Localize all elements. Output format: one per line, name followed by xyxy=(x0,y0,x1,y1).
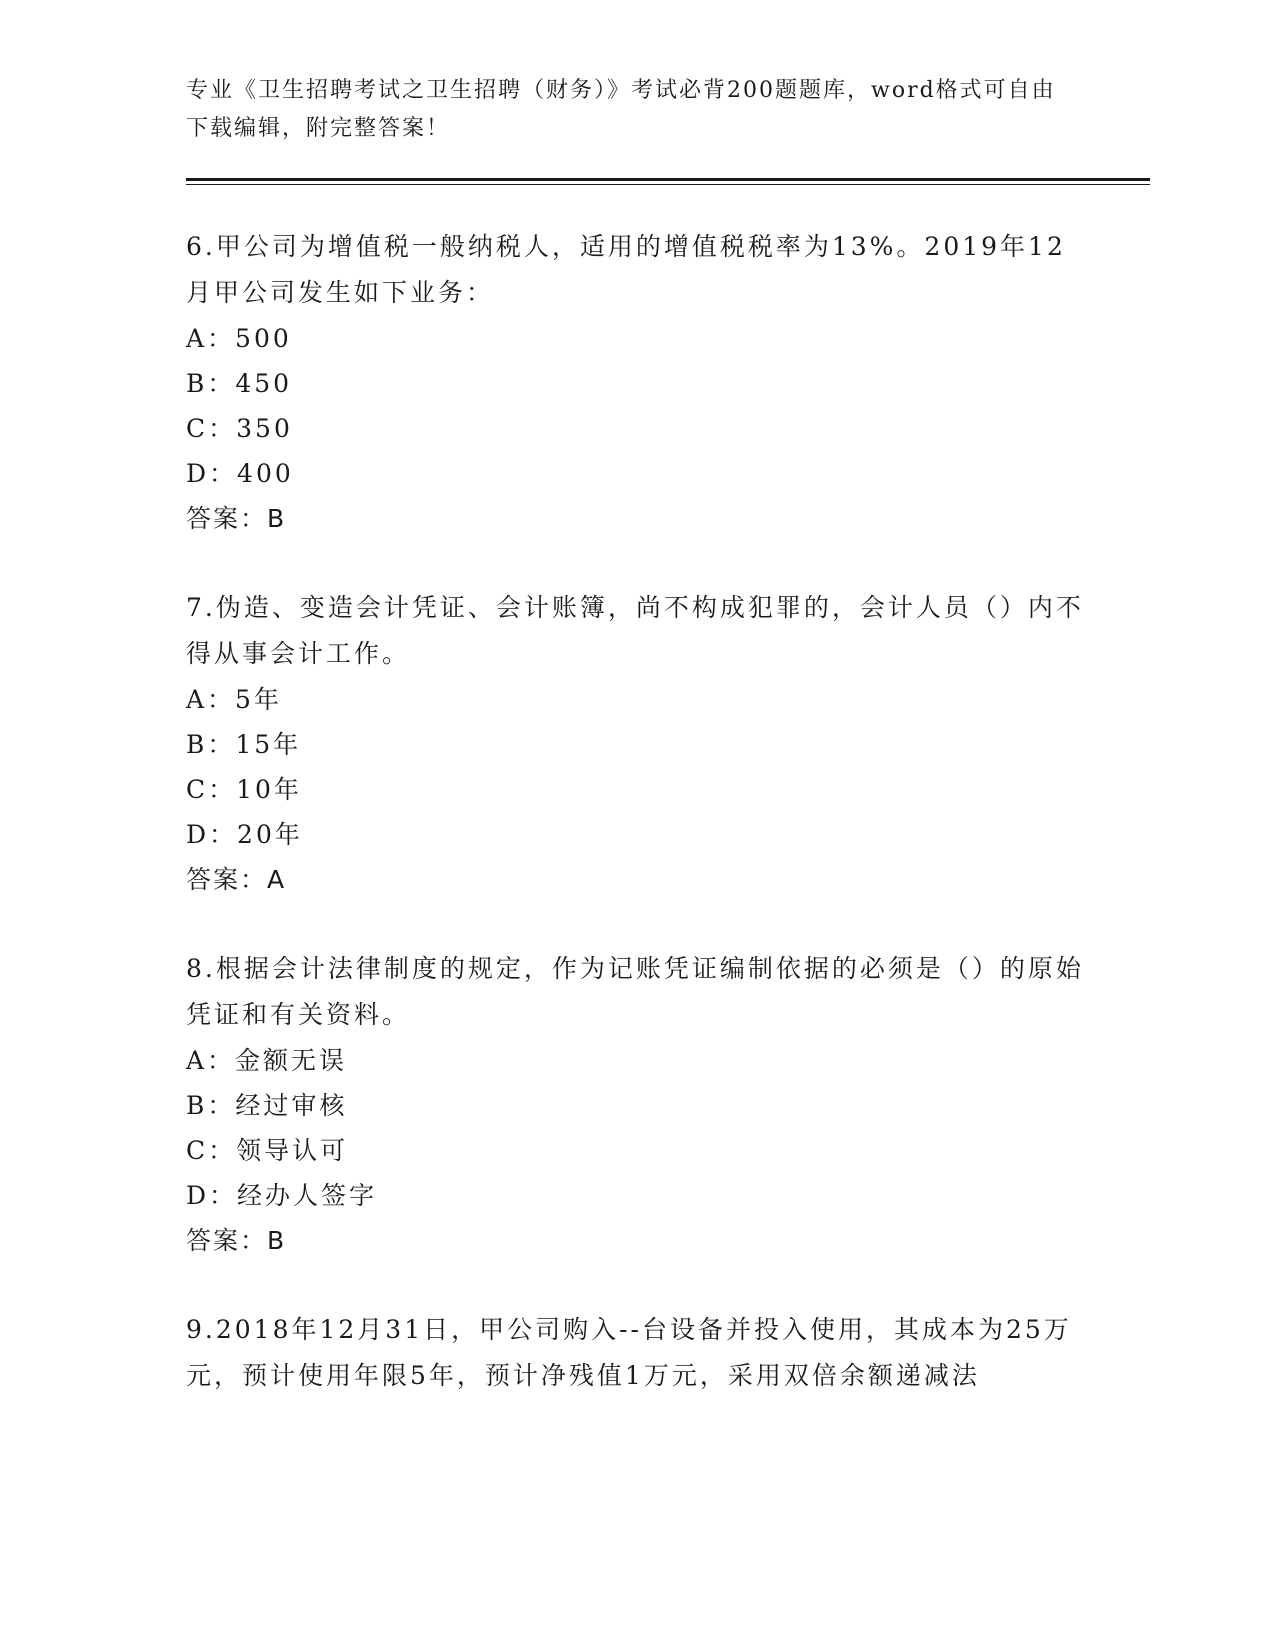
question-stem: 9.2018年12月31日，甲公司购入--台设备并投入使用，其成本为25万元，预计使用年限5年，预计净残值1万元，采用双倍余额递减法 xyxy=(186,1315,1072,1390)
option-a: A：5年 xyxy=(186,685,282,714)
question-7 xyxy=(186,585,1086,903)
question-8 xyxy=(186,946,1086,1264)
option-d: D：20年 xyxy=(186,820,303,849)
answer: 答案：A xyxy=(186,865,287,894)
option-b: B：经过审核 xyxy=(186,1091,348,1120)
header-divider-thin xyxy=(186,184,1150,185)
option-c: C：10年 xyxy=(186,775,302,804)
question-9 xyxy=(186,1307,1086,1399)
option-b: B：15年 xyxy=(186,730,302,759)
header-divider-thick xyxy=(186,178,1150,181)
answer: 答案：B xyxy=(186,1226,287,1255)
option-d: D：400 xyxy=(186,459,294,488)
question-6 xyxy=(186,224,1086,542)
option-a: A：金额无误 xyxy=(186,1046,348,1075)
option-c: C：领导认可 xyxy=(186,1136,349,1165)
option-d: D：经办人签字 xyxy=(186,1181,378,1210)
question-stem: 6.甲公司为增值税一般纳税人，适用的增值税税率为13%。2019年12月甲公司发生如下业务： xyxy=(186,232,1066,307)
answer: 答案：B xyxy=(186,504,287,533)
option-b: B：450 xyxy=(186,369,293,398)
question-stem: 8.根据会计法律制度的规定，作为记账凭证编制依据的必须是（）的原始凭证和有关资料。 xyxy=(186,954,1084,1029)
question-stem: 7.伪造、变造会计凭证、会计账簿，尚不构成犯罪的，会计人员（）内不得从事会计工作。 xyxy=(186,593,1084,668)
option-c: C：350 xyxy=(186,414,293,443)
document-header: 专业《卫生招聘考试之卫生招聘（财务）》考试必背200题题库，word格式可自由下载编辑，附完整答案！ xyxy=(186,78,1056,141)
option-a: A：500 xyxy=(186,324,292,353)
